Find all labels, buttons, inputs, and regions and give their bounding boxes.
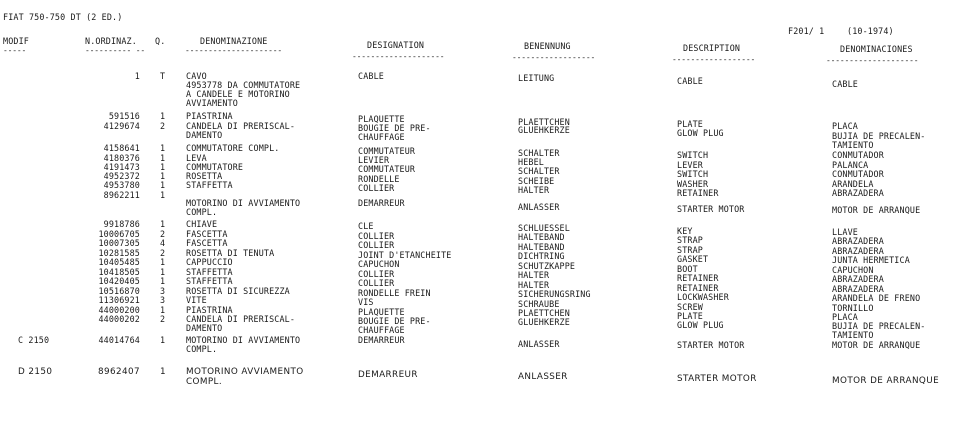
description-english: STRAP: [677, 245, 703, 255]
part-number: 4952372: [103, 171, 140, 181]
description-english: STARTER MOTOR: [677, 374, 757, 384]
description-italian: CAPPUCCIO: [186, 257, 233, 267]
header-rule-part-number: ---------- --: [85, 46, 146, 55]
description-spanish: CABLE: [832, 79, 858, 89]
part-number: 10405485: [98, 257, 140, 267]
part-number: 4129674: [103, 121, 140, 131]
header-rule-italian: ---------------------: [185, 46, 282, 55]
part-number: 9918786: [103, 219, 140, 229]
quantity: T: [160, 71, 166, 81]
description-french: COLLIER: [358, 183, 395, 193]
modification-code: D 2150: [18, 367, 53, 377]
part-number: 10420405: [98, 276, 140, 286]
description-english: CABLE: [677, 76, 703, 86]
description-italian: MOTORINO DI AVVIAMENTO: [186, 198, 301, 208]
description-french: LEVIER: [358, 155, 390, 165]
description-italian: ROSETTA: [186, 171, 223, 181]
description-spanish: ABRAZADERA: [832, 246, 884, 256]
part-number: 4158641: [103, 143, 140, 153]
quantity: 1: [160, 367, 166, 377]
description-german: SICHERUNGSRING: [518, 289, 591, 299]
quantity: 1: [160, 111, 166, 121]
description-french-line: CHAUFFAGE: [358, 132, 405, 142]
description-spanish: ARANDELA DE FRENO: [832, 293, 921, 303]
description-italian-line: COMPL.: [186, 207, 218, 217]
description-english: RETAINER: [677, 188, 719, 198]
quantity: 1: [160, 171, 166, 181]
description-english: GLOW PLUG: [677, 128, 724, 138]
column-header-modif: MODIF: [3, 36, 29, 46]
description-german: SCHALTER: [518, 148, 560, 158]
description-italian-line: A CANDELE E MOTORINO: [186, 89, 290, 99]
description-german: HALTER: [518, 185, 550, 195]
description-french: CLE: [358, 221, 374, 231]
description-italian: FASCETTA: [186, 229, 228, 239]
quantity: 2: [160, 121, 166, 131]
description-english: STARTER MOTOR: [677, 204, 745, 214]
description-german: SCHALTER: [518, 166, 560, 176]
description-english: SWITCH: [677, 169, 709, 179]
description-english: KEY: [677, 226, 693, 236]
description-english: STARTER MOTOR: [677, 340, 745, 350]
description-german: HALTER: [518, 270, 550, 280]
description-german: SCHRAUBE: [518, 299, 560, 309]
description-spanish: CONMUTADOR: [832, 150, 884, 160]
description-italian-line: COMPL.: [186, 344, 218, 354]
description-english: LEVER: [677, 160, 703, 170]
description-spanish: JUNTA HERMETICA: [832, 255, 910, 265]
description-german: DICHTRING: [518, 251, 565, 261]
description-italian: PIASTRINA: [186, 305, 233, 315]
description-italian: LEVA: [186, 153, 207, 163]
description-italian: ROSETTA DI TENUTA: [186, 248, 275, 258]
quantity: 4: [160, 238, 166, 248]
column-header-german: BENENNUNG: [524, 41, 571, 51]
description-spanish: CAPUCHON: [832, 265, 874, 275]
description-spanish: BUJIA DE PRECALEN-: [832, 131, 926, 141]
description-spanish: ARANDELA: [832, 179, 874, 189]
part-number: 4953780: [103, 180, 140, 190]
description-english: BOOT: [677, 264, 698, 274]
part-number: 10418505: [98, 267, 140, 277]
part-number: 10007305: [98, 238, 140, 248]
description-french: DEMARREUR: [358, 335, 405, 345]
description-italian: FASCETTA: [186, 238, 228, 248]
description-english: PLATE: [677, 119, 703, 129]
header-rule-modif: -----: [3, 46, 27, 55]
part-number: 11306921: [98, 295, 140, 305]
quantity: 3: [160, 286, 166, 296]
description-english: SWITCH: [677, 150, 709, 160]
column-header-quantity: Q.: [155, 36, 166, 46]
description-spanish-line: TAMIENTO: [832, 140, 874, 150]
description-french: VIS: [358, 297, 374, 307]
quantity: 3: [160, 295, 166, 305]
modification-code: C 2150: [18, 335, 50, 345]
part-number: 44000200: [98, 305, 140, 315]
description-italian: PIASTRINA: [186, 111, 233, 121]
description-italian-line: 4953778 DA COMMUTATORE: [186, 80, 301, 90]
description-spanish: BUJIA DE PRECALEN-: [832, 321, 926, 331]
description-german: HALTER: [518, 280, 550, 290]
description-german: ANLASSER: [518, 372, 568, 382]
description-english: RETAINER: [677, 273, 719, 283]
description-spanish: MOTOR DE ARRANQUE: [832, 376, 940, 386]
description-german: SCHEIBE: [518, 176, 555, 186]
description-english: STRAP: [677, 235, 703, 245]
description-german: HEBEL: [518, 157, 544, 167]
description-spanish: CONMUTADOR: [832, 169, 884, 179]
description-french: CABLE: [358, 71, 384, 81]
description-french: RONDELLE FREIN: [358, 288, 431, 298]
description-french: COMMUTATEUR: [358, 146, 416, 156]
description-german: ANLASSER: [518, 339, 560, 349]
description-spanish: MOTOR DE ARRANQUE: [832, 340, 921, 350]
description-italian: VITE: [186, 295, 207, 305]
description-italian-line: AVVIAMENTO: [186, 98, 238, 108]
description-english: SCREW: [677, 302, 703, 312]
description-spanish: ABRAZADERA: [832, 236, 884, 246]
column-header-italian: DENOMINAZIONE: [200, 36, 268, 46]
description-spanish: PLACA: [832, 121, 858, 131]
description-italian: MOTORINO AVVIAMENTO: [186, 367, 304, 377]
part-number: 44000202: [98, 314, 140, 324]
quantity: 1: [160, 257, 166, 267]
header-rule-french: --------------------: [352, 52, 445, 61]
description-english: GLOW PLUG: [677, 320, 724, 330]
description-italian: CAVO: [186, 71, 207, 81]
description-spanish: LLAVE: [832, 227, 858, 237]
description-spanish: MOTOR DE ARRANQUE: [832, 205, 921, 215]
catalog-title: FIAT 750-750 DT (2 ED.): [3, 12, 123, 22]
part-number: 1: [134, 71, 140, 81]
description-italian: ROSETTA DI SICUREZZA: [186, 286, 290, 296]
description-spanish: TORNILLO: [832, 303, 874, 313]
catalog-date: (10-1974): [847, 26, 894, 36]
description-spanish-line: TAMIENTO: [832, 330, 874, 340]
description-english: RETAINER: [677, 283, 719, 293]
part-number: 8962211: [103, 190, 140, 200]
description-spanish: ABRAZADERA: [832, 274, 884, 284]
column-header-english: DESCRIPTION: [683, 43, 741, 53]
description-german: HALTEBAND: [518, 242, 565, 252]
quantity: 1: [160, 190, 166, 200]
quantity: 1: [160, 219, 166, 229]
description-german: PLAETTCHEN: [518, 117, 570, 127]
header-rule-english: ------------------: [672, 55, 756, 64]
part-number: 10006705: [98, 229, 140, 239]
description-italian: CHIAVE: [186, 219, 218, 229]
description-italian-line: DAMENTO: [186, 130, 223, 140]
description-french: COLLIER: [358, 231, 395, 241]
quantity: 2: [160, 248, 166, 258]
quantity: 1: [160, 305, 166, 315]
description-italian: STAFFETTA: [186, 267, 233, 277]
description-italian: CANDELA DI PRERISCAL-: [186, 314, 296, 324]
description-french-line: CHAUFFAGE: [358, 325, 405, 335]
description-french: PLAQUETTE: [358, 114, 405, 124]
description-italian: COMMUTATORE: [186, 162, 244, 172]
description-italian: CANDELA DI PRERISCAL-: [186, 121, 296, 131]
column-header-french: DESIGNATION: [367, 40, 425, 50]
description-french: DEMARREUR: [358, 370, 418, 380]
description-french: COLLIER: [358, 278, 395, 288]
quantity: 2: [160, 229, 166, 239]
description-french: RONDELLE: [358, 174, 400, 184]
part-number: 4191473: [103, 162, 140, 172]
column-header-part-number: N.ORDINAZ.: [85, 36, 137, 46]
description-german: GLUEHKERZE: [518, 125, 570, 135]
description-french: COMMUTATEUR: [358, 164, 416, 174]
description-french: PLAQUETTE: [358, 307, 405, 317]
part-number: 591516: [108, 111, 140, 121]
description-french: JOINT D'ETANCHEITE: [358, 250, 452, 260]
part-number: 4180376: [103, 153, 140, 163]
description-french: BOUGIE DE PRE-: [358, 123, 431, 133]
description-french: COLLIER: [358, 269, 395, 279]
header-rule-spanish: --------------------: [826, 56, 919, 65]
quantity: 1: [160, 276, 166, 286]
description-german: LEITUNG: [518, 73, 555, 83]
description-italian: MOTORINO DI AVVIAMENTO: [186, 335, 301, 345]
catalog-reference: F201/ 1: [788, 26, 825, 36]
description-french: COLLIER: [358, 240, 395, 250]
description-spanish: ABRAZADERA: [832, 284, 884, 294]
description-italian-line: DAMENTO: [186, 323, 223, 333]
description-spanish: PALANCA: [832, 160, 869, 170]
description-german: ANLASSER: [518, 202, 560, 212]
description-german: PLAETTCHEN: [518, 308, 570, 318]
part-number: 8962407: [98, 367, 140, 377]
description-french: BOUGIE DE PRE-: [358, 316, 431, 326]
quantity: 1: [160, 143, 166, 153]
description-german: GLUEHKERZE: [518, 317, 570, 327]
quantity: 1: [160, 267, 166, 277]
column-header-spanish: DENOMINACIONES: [840, 44, 913, 54]
description-english: GASKET: [677, 254, 709, 264]
description-italian-line: COMPL.: [186, 377, 223, 387]
quantity: 1: [160, 153, 166, 163]
description-german: SCHLUESSEL: [518, 223, 570, 233]
description-german: SCHUTZKAPPE: [518, 261, 576, 271]
quantity: 1: [160, 180, 166, 190]
description-english: PLATE: [677, 311, 703, 321]
header-rule-german: ------------------: [512, 53, 596, 62]
description-spanish: PLACA: [832, 312, 858, 322]
description-english: WASHER: [677, 179, 709, 189]
description-french: CAPUCHON: [358, 259, 400, 269]
part-number: 10281585: [98, 248, 140, 258]
description-italian: STAFFETTA: [186, 276, 233, 286]
part-number: 10516870: [98, 286, 140, 296]
description-french: DEMARREUR: [358, 198, 405, 208]
description-italian: COMMUTATORE COMPL.: [186, 143, 280, 153]
quantity: 1: [160, 335, 166, 345]
quantity: 1: [160, 162, 166, 172]
part-number: 44014764: [98, 335, 140, 345]
description-italian: STAFFETTA: [186, 180, 233, 190]
quantity: 2: [160, 314, 166, 324]
description-spanish: ABRAZADERA: [832, 188, 884, 198]
description-english: LOCKWASHER: [677, 292, 729, 302]
description-german: HALTEBAND: [518, 232, 565, 242]
